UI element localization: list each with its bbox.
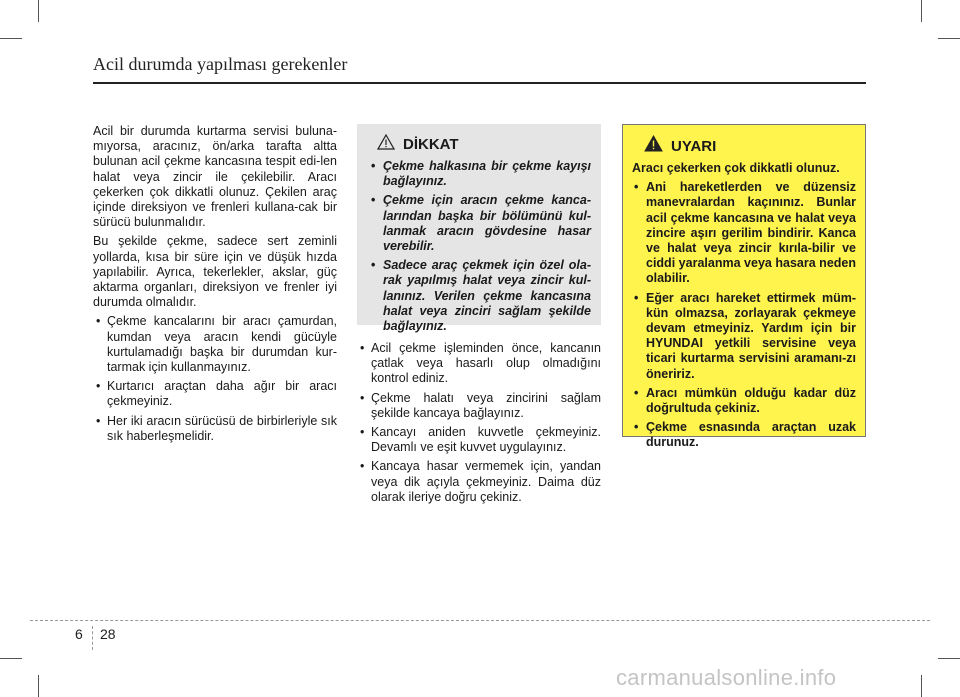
warning-title: UYARI <box>671 137 717 155</box>
section-title: Acil durumda yapılması gerekenler <box>93 54 348 74</box>
crop-mark <box>921 0 922 22</box>
list-item: • Her iki aracın sürücüsü de birbirleriyle sık sık haberleşmelidir. <box>93 414 337 444</box>
warning-box <box>622 124 866 450</box>
title-rule <box>93 82 866 84</box>
crop-mark <box>38 0 39 22</box>
crop-mark <box>938 38 960 39</box>
list-item: • Çekme kancalarını bir aracı çamurdan, kumdan veya aracın kendi gücüyle kurtulamadığı başka bir durumdan kur-tarmak için kullanmayınız. <box>93 314 337 375</box>
list-item: • Sadece araç çekmek için özel ola-rak yapılmış halat veya zincir kul-lanınız. Verilen çekme kancasına halat veya zinciri sağlam şekilde bağlayınız. <box>369 258 591 334</box>
list-item: • Eğer aracı hareket ettirmek müm-kün olmazsa, zorlayarak çekmeye devam etmeyiniz. Yardım için bir HYUNDAI yetkili servisine veya ticari kurtarma servisini aramanı-zı öneririz. <box>632 291 856 382</box>
crop-mark <box>0 658 22 659</box>
crop-mark <box>938 658 960 659</box>
crop-mark <box>0 38 22 39</box>
crop-mark <box>38 675 39 697</box>
procedure-bullet-list <box>357 341 601 505</box>
intro-column <box>93 124 337 448</box>
caution-box <box>357 124 601 334</box>
caution-header <box>377 134 591 155</box>
list-item: • Çekme halkasına bir çekme kayışı bağlayınız. <box>369 159 591 189</box>
list-item: • Çekme esnasında araçtan uzak durunuz. <box>632 420 856 450</box>
warning-triangle-filled-icon <box>644 135 663 157</box>
warning-header <box>644 135 856 157</box>
list-item: • Kancaya hasar vermemek için, yandan veya dik açıyla çekmeyiniz. Daima düz olarak ileriye doğru çekiniz. <box>357 459 601 505</box>
watermark: carmanualsonline.info <box>616 665 837 690</box>
warning-triangle-outline-icon <box>377 134 395 155</box>
warning-list <box>632 180 856 450</box>
list-item: • Çekme için aracın çekme kanca-larından başka bir bölümünü kul-lanmak aracın gövdesine hasar verebilir. <box>369 193 591 254</box>
list-item: • Çekme halatı veya zincirini sağlam şekilde kancaya bağlayınız. <box>357 391 601 421</box>
warning-lead: Aracı çekerken çok dikkatli olunuz. <box>632 161 840 175</box>
procedure-column <box>357 341 601 509</box>
page-number: 28 <box>100 626 116 642</box>
list-item: • Acil çekme işleminden önce, kancanın çatlak veya hasarlı olup olmadığını kontrol ediniz. <box>357 341 601 387</box>
caution-title: DİKKAT <box>403 136 459 153</box>
page-separator <box>92 626 93 650</box>
crop-mark <box>921 675 922 697</box>
intro-paragraph: Acil bir durumda kurtarma servisi buluna-mıyorsa, aracınız, ön/arka tarafta altta bulunan acil çekme kancasına tespit edi-len halat veya zincir ile çekilebilir. Aracı çekerken çok dikkatli olunuz. Çekilen araç içinde direksiyon ve frenleri kullana-cak bir sürücü bulunmalıdır. <box>93 124 337 230</box>
intro-bullet-list <box>93 314 337 444</box>
intro-paragraph: Bu şekilde çekme, sadece sert zeminli yollarda, kısa bir süre için ve düşük hızda yapılabilir. Ayrıca, tekerlekler, akslar, güç aktarma organları, direksiyon ve frenler iyi durumda olmalıdır. <box>93 234 337 310</box>
list-item: • Kancayı aniden kuvvetle çekmeyiniz. Devamlı ve eşit kuvvet uygulayınız. <box>357 425 601 455</box>
footer-rule <box>30 620 930 621</box>
chapter-number: 6 <box>75 626 83 642</box>
list-item: • Aracı mümkün olduğu kadar düz doğrultuda çekiniz. <box>632 386 856 416</box>
caution-list <box>369 159 591 334</box>
list-item: • Kurtarıcı araçtan daha ağır bir aracı çekmeyiniz. <box>93 379 337 409</box>
list-item: • Ani hareketlerden ve düzensiz manevralardan kaçınınız. Bunlar acil çekme kancasına ve halat veya zincire aşırı gerilim bindirir. Kanca ve halat veya zincir kırıla-bilir ve ciddi yaralanma veya hasara neden olabilir. <box>632 180 856 286</box>
